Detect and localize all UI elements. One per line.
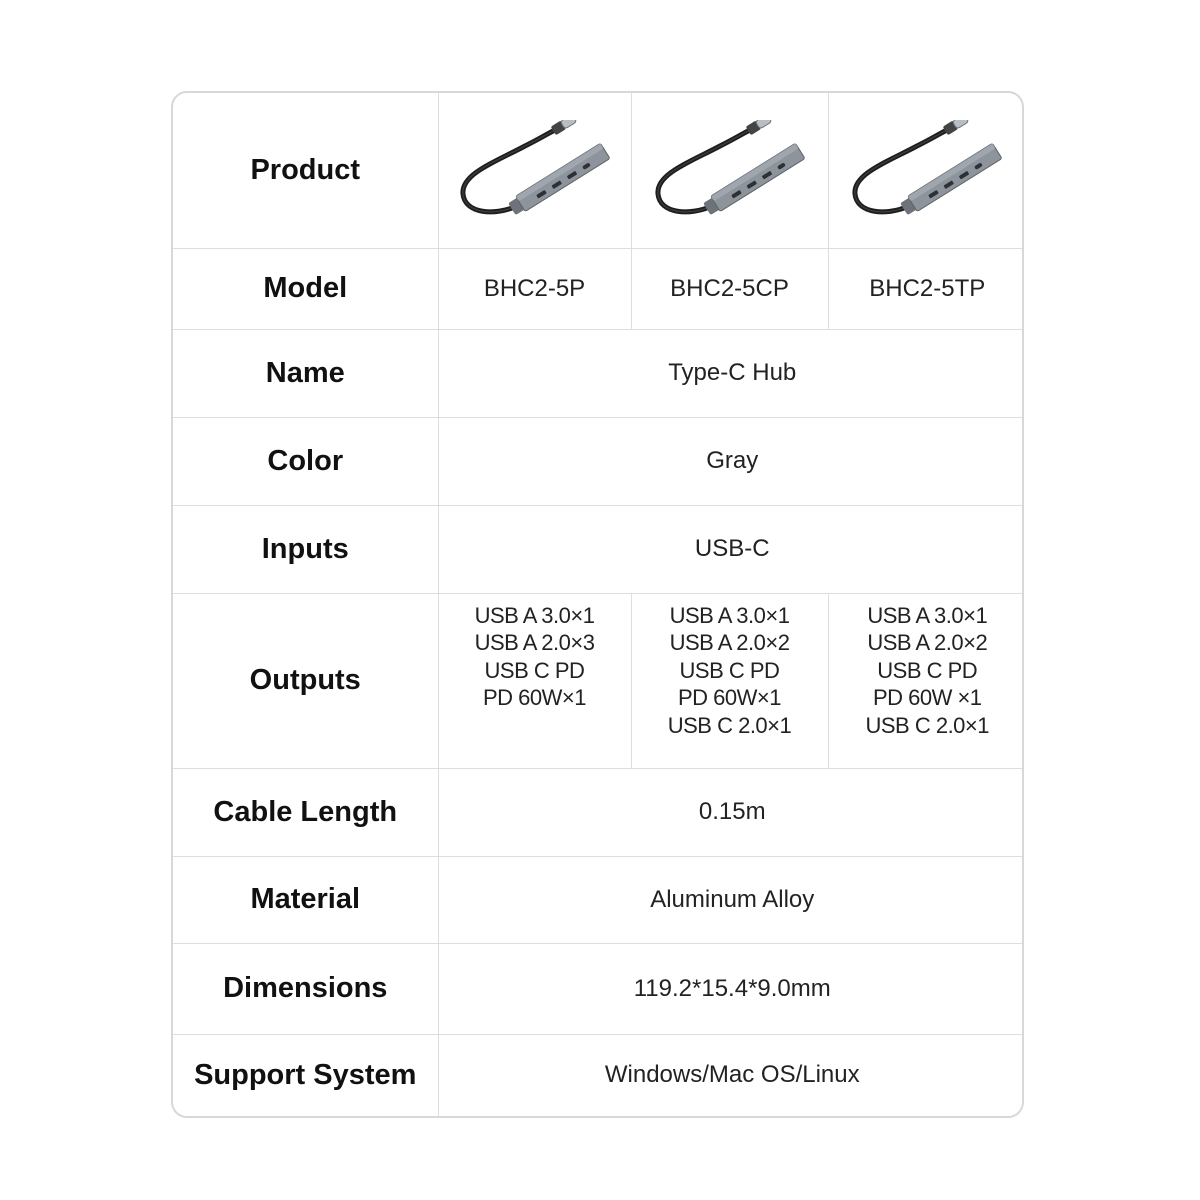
row-material [173, 856, 1024, 943]
model-1: BHC2-5P [438, 248, 631, 329]
product-image-3 [828, 93, 1024, 248]
cable-length-value: 0.15m [438, 768, 1024, 856]
output-line: USB C PD [877, 657, 978, 683]
label-color: Color [173, 417, 438, 505]
output-line: USB C PD [679, 657, 780, 683]
label-dimensions: Dimensions [173, 943, 438, 1034]
row-color [173, 417, 1024, 505]
output-line: USB A 2.0×2 [669, 630, 790, 655]
row-outputs [173, 593, 1024, 768]
outputs-3 [828, 593, 1024, 768]
output-line: USB C 2.0×1 [667, 712, 792, 738]
usb-hub-icon [650, 120, 810, 220]
label-cable-length: Cable Length [173, 768, 438, 856]
label-material: Material [173, 856, 438, 943]
color-value: Gray [438, 417, 1024, 505]
dimensions-value: 119.2*15.4*9.0mm [438, 943, 1024, 1034]
row-support-system [173, 1034, 1024, 1116]
model-2: BHC2-5CP [631, 248, 828, 329]
outputs-2 [631, 593, 828, 768]
output-line: USB A 3.0×1 [669, 602, 790, 628]
output-line: USB C PD [484, 657, 585, 683]
support-system-value: Windows/Mac OS/Linux [604, 1061, 860, 1089]
label-name: Name [173, 329, 438, 417]
material-value: Aluminum Alloy [438, 856, 1024, 943]
row-inputs [173, 505, 1024, 593]
spec-table [173, 93, 1024, 1116]
label-product: Product [173, 93, 438, 248]
output-line: PD 60W×1 [678, 685, 781, 710]
output-line: USB A 2.0×3 [474, 630, 595, 655]
label-support-system: Support System [173, 1034, 438, 1116]
output-line: PD 60W ×1 [872, 685, 982, 710]
output-line: USB A 3.0×1 [474, 602, 595, 628]
output-line: PD 60W×1 [483, 685, 586, 710]
row-dimensions [173, 943, 1024, 1034]
inputs-value: USB-C [438, 505, 1024, 593]
usb-hub-icon [455, 120, 615, 220]
usb-hub-icon [847, 120, 1007, 220]
product-image-2 [631, 93, 828, 248]
product-image-1 [438, 93, 631, 248]
row-model [173, 248, 1024, 329]
label-inputs: Inputs [173, 505, 438, 593]
outputs-1 [438, 593, 631, 768]
spec-table-card [171, 91, 1024, 1118]
row-cable-length [173, 768, 1024, 856]
row-product [173, 93, 1024, 248]
name-value: Type-C Hub [438, 329, 1024, 417]
output-line: USB A 3.0×1 [867, 602, 988, 628]
label-model: Model [173, 248, 438, 329]
label-outputs: Outputs [173, 593, 438, 768]
row-name [173, 329, 1024, 417]
output-line: USB C 2.0×1 [865, 712, 989, 738]
model-3: BHC2-5TP [828, 248, 1024, 329]
output-line: USB A 2.0×2 [867, 630, 988, 655]
